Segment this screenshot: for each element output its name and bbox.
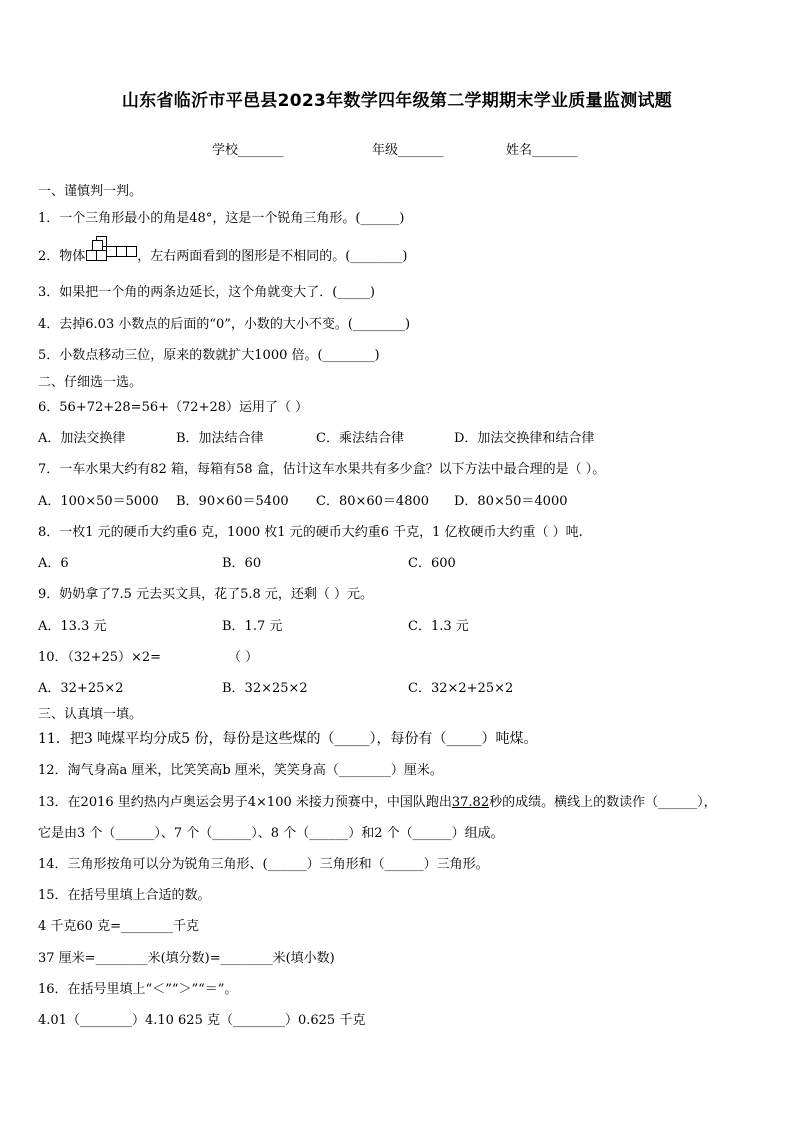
underlined-number: 37.82 (451, 795, 490, 810)
option-d: D．加法交换律和结合律 (454, 431, 595, 446)
question-13-pre: 13．在2016 里约热内卢奥运会男子4×100 米接力预赛中，中国队跑出 (38, 795, 452, 810)
question-15: 15．在括号里填上合适的数。 (38, 888, 211, 903)
option-b: B．90×60＝5400 (176, 494, 289, 509)
section-heading: 二、仔细选一选。 (38, 375, 143, 390)
question-8: 8．一枚1 元的硬币大约重6 克，1000 枚1 元的硬币大约重6 千克，1 亿枚硬币大约重（ ）吨. (38, 525, 583, 540)
option-c: C．乘法结合律 (316, 431, 404, 446)
option-c: C．80×60＝4800 (316, 494, 430, 509)
option-a: A．6 (38, 556, 69, 571)
option-c: C．32×2+25×2 (408, 681, 514, 696)
option-b: B．60 (222, 556, 262, 571)
question-10-blank: （ ） (228, 650, 259, 665)
grade-field: 年级_______ (372, 143, 444, 158)
question-7: 7．一车水果大约有82 箱，每箱有58 盒，估计这车水果共有多少盒？以下方法中最合理的是（ ）。 (38, 462, 606, 477)
name-field: 姓名_______ (506, 143, 578, 158)
school-field: 学校_______ (212, 143, 284, 158)
section-heading: 一、谨慎判一判。 (38, 184, 143, 199)
question-16: 16．在括号里填上“＜”“＞”“＝”。 (38, 982, 238, 997)
question-9: 9．奶奶拿了7.5 元去买文具，花了5.8 元，还剩（ ）元。 (38, 587, 374, 602)
question-12: 12．淘气身高a 厘米，比笑笑高b 厘米，笑笑身高（________）厘米。 (38, 763, 443, 778)
section-heading: 三、认真填一填。 (38, 707, 143, 722)
option-b: B．1.7 元 (222, 619, 283, 634)
question-4: 4．去掉6.03 小数点的后面的“0”，小数的大小不变。(________) (38, 317, 411, 332)
option-b: B．32×25×2 (222, 681, 308, 696)
question-2-prefix: 2．物体 (38, 249, 86, 264)
option-c: C．600 (408, 556, 456, 571)
option-a: A．加法交换律 (38, 431, 126, 446)
option-b: B．加法结合律 (176, 431, 264, 446)
question-11: 11．把3 吨煤平均分成5 份，每份是这些煤的（_____），每份有（_____）吨煤。 (38, 731, 538, 747)
question-3: 3．如果把一个角的两条边延长，这个角就变大了．(_____) (38, 285, 375, 300)
question-13-post: 秒的成绩。横线上的数读作（______）， (489, 795, 717, 810)
option-a: A．13.3 元 (38, 619, 107, 634)
question-6: 6．56+72+28=56+（72+28）运用了（ ） (38, 400, 309, 415)
option-a: A．100×50＝5000 (38, 494, 159, 509)
question-13 (38, 791, 717, 810)
option-d: D．80×50＝4000 (454, 494, 568, 509)
question-5: 5．小数点移动三位，原来的数就扩大1000 倍。(________) (38, 348, 380, 363)
question-15-b: 37 厘米=________米(填分数)=________米(填小数) (38, 951, 335, 966)
question-1: 1．一个三角形最小的角是48°，这是一个锐角三角形。(______) (38, 211, 405, 226)
question-10: 10．（32+25）×2= (38, 650, 162, 665)
question-2-suffix: ，左右两面看到的图形是不相同的。(________) (137, 249, 408, 264)
page-title: 山东省临沂市平邑县2023年数学四年级第二学期期末学业质量监测试题 (121, 91, 673, 111)
option-c: C．1.3 元 (408, 619, 469, 634)
question-14: 14．三角形按角可以分为锐角三角形、(______）三角形和（______）三角形。 (38, 857, 489, 872)
option-a: A．32+25×2 (38, 681, 124, 696)
question-15-a: 4 千克60 克=________千克 (38, 919, 199, 934)
question-16-a: 4.01（________）4.10 625 克（________）0.625 千克 (38, 1013, 366, 1028)
cube-figure (86, 236, 140, 266)
question-13-line-2: 它是由3 个（______）、7 个（______）、8 个（______）和2 个（______）组成。 (38, 826, 504, 841)
